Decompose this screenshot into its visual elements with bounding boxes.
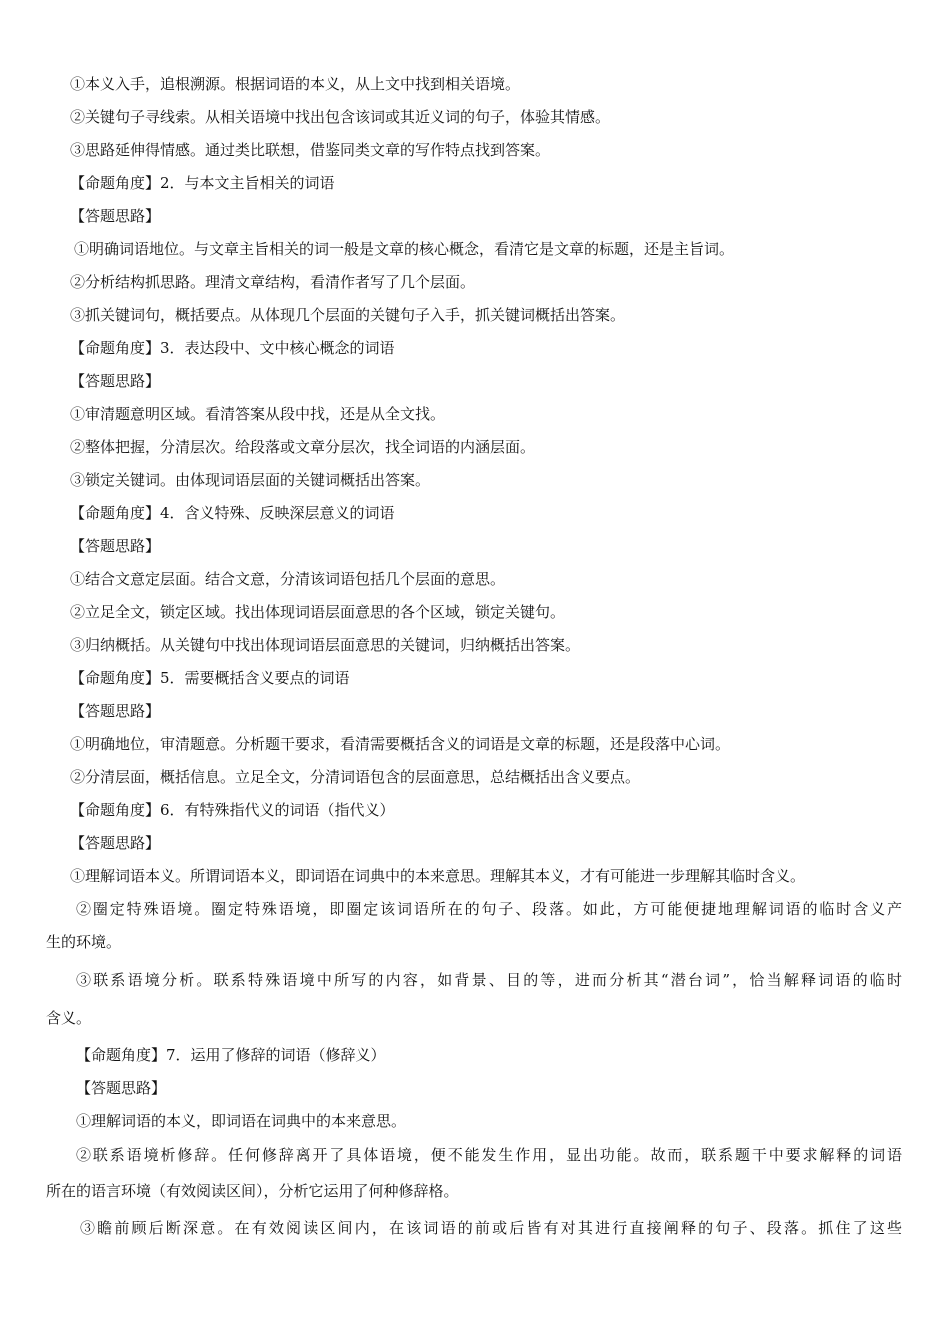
text-line: ②分析结构抓思路。理清文章结构，看清作者写了几个层面。 bbox=[70, 273, 476, 291]
subsection-heading: 【答题思路】 bbox=[76, 1079, 167, 1097]
subsection-heading: 【答题思路】 bbox=[70, 372, 161, 390]
text-line: ②关键句子寻线索。从相关语境中找出包含该词或其近义词的句子，体验其情感。 bbox=[70, 108, 611, 126]
text-line: 含义。 bbox=[46, 1009, 92, 1027]
text-line: ①明确词语地位。与文章主旨相关的词一般是文章的核心概念，看清它是文章的标题，还是主旨词。 bbox=[74, 240, 735, 258]
subsection-heading: 【答题思路】 bbox=[70, 702, 161, 720]
section-heading: 【命题角度】7．运用了修辞的词语（修辞义） bbox=[76, 1046, 386, 1064]
text-line: 所在的语言环境（有效阅读区间），分析它运用了何种修辞格。 bbox=[46, 1182, 459, 1200]
text-line: ②立足全文，锁定区域。找出体现词语层面意思的各个区域，锁定关键句。 bbox=[70, 603, 566, 621]
text-line: ③抓关键词句，概括要点。从体现几个层面的关键句子入手，抓关键词概括出答案。 bbox=[70, 306, 626, 324]
text-line: ①明确地位，审清题意。分析题干要求，看清需要概括含义的词语是文章的标题，还是段落中心词。 bbox=[70, 735, 731, 753]
text-line: ①理解词语本义。所谓词语本义，即词语在词典中的本来意思。理解其本义，才有可能进一步理解其临时含义。 bbox=[70, 867, 806, 885]
text-line: ②分清层面，概括信息。立足全文，分清词语包含的层面意思，总结概括出含义要点。 bbox=[70, 768, 641, 786]
subsection-heading: 【答题思路】 bbox=[70, 834, 161, 852]
text-line: ①本义入手，追根溯源。根据词语的本义，从上文中找到相关语境。 bbox=[70, 75, 521, 93]
text-line: ①审清题意明区域。看清答案从段中找，还是从全文找。 bbox=[70, 405, 446, 423]
text-line: ①结合文意定层面。结合文意，分清该词语包括几个层面的意思。 bbox=[70, 570, 506, 588]
text-line: ③联系语境分析。联系特殊语境中所写的内容，如背景、目的等，进而分析其“潜台词”，恰当解释词语的临时 bbox=[76, 971, 902, 989]
section-heading: 【命题角度】3．表达段中、文中核心概念的词语 bbox=[70, 339, 395, 357]
text-line: ②整体把握，分清层次。给段落或文章分层次，找全词语的内涵层面。 bbox=[70, 438, 536, 456]
text-line: ③瞻前顾后断深意。在有效阅读区间内，在该词语的前或后皆有对其进行直接阐释的句子、段落。抓住了这些 bbox=[80, 1219, 902, 1237]
text-line: ③锁定关键词。由体现词语层面的关键词概括出答案。 bbox=[70, 471, 431, 489]
subsection-heading: 【答题思路】 bbox=[70, 207, 161, 225]
subsection-heading: 【答题思路】 bbox=[70, 537, 161, 555]
section-heading: 【命题角度】5．需要概括含义要点的词语 bbox=[70, 669, 350, 687]
section-heading: 【命题角度】2．与本文主旨相关的词语 bbox=[70, 174, 335, 192]
text-line: 生的环境。 bbox=[46, 933, 122, 951]
text-line: ③归纳概括。从关键句中找出体现词语层面意思的关键词，归纳概括出答案。 bbox=[70, 636, 581, 654]
text-line: ①理解词语的本义，即词语在词典中的本来意思。 bbox=[76, 1112, 407, 1130]
text-line: ②圈定特殊语境。圈定特殊语境，即圈定该词语所在的句子、段落。如此，方可能便捷地理解词语的临时含义产 bbox=[76, 900, 902, 918]
text-line: ③思路延伸得情感。通过类比联想，借鉴同类文章的写作特点找到答案。 bbox=[70, 141, 551, 159]
section-heading: 【命题角度】6．有特殊指代义的词语（指代义） bbox=[70, 801, 395, 819]
text-line: ②联系语境析修辞。任何修辞离开了具体语境，便不能发生作用，显出功能。故而，联系题干中要求解释的词语 bbox=[76, 1146, 902, 1164]
section-heading: 【命题角度】4．含义特殊、反映深层意义的词语 bbox=[70, 504, 395, 522]
